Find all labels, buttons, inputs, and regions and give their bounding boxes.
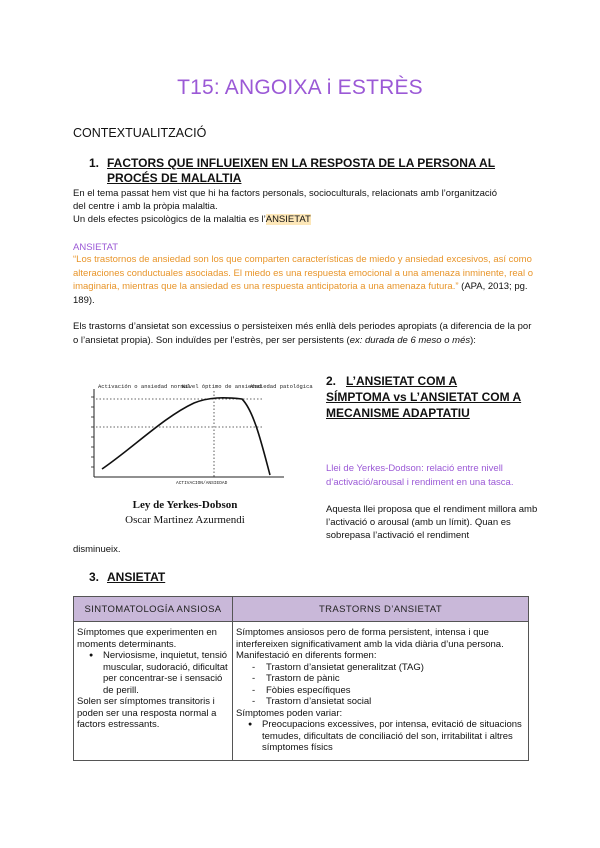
col2-header: TRASTORNS D’ANSIETAT — [233, 597, 529, 622]
col2-vary: Símptomes poden variar: — [236, 707, 343, 719]
figure-caption-author: Oscar Martinez Azurmendi — [125, 514, 245, 526]
section2-title-line1: L’ANSIETAT COM A — [346, 374, 458, 388]
label-mid: Nivel óptimo de ansiedad — [182, 383, 262, 390]
col1-intro: Símptomes que experimenten en moments determinants. — [77, 627, 217, 650]
page-title: T15: ANGOIXA i ESTRÈS — [177, 76, 423, 99]
yerkes-law-explanation: Aquesta llei proposa que el rendiment millora amb l’activació o arousal (amb un límit). Quan es sobrepasa l’activació el rendiment — [326, 504, 538, 541]
section2-number: 2. — [326, 374, 337, 388]
figure-caption-title: Ley de Yerkes-Dobson — [132, 499, 238, 511]
section1-line1: En el tema passat hem vist que hi ha factors personals, socioculturals, relacionats amb l’organització — [73, 188, 498, 199]
highlight-ansietat: ANSIETAT — [265, 214, 311, 225]
label-left: Activación o ansiedad normal — [98, 383, 191, 390]
col1-outro: Solen ser símptomes transitoris i poden ser una resposta normal a factors estressants. — [77, 696, 217, 730]
quote-text: “Los trastornos de ansiedad son los que comparten características de miedo y ansiedad excesivos, así como alteraciones conductuales asociadas. El miedo es una respuesta emocional a una amenaza inminente, real o imaginaria, mientras que la ansiedad es una respuesta anticipatoria a una amenaza futura.” — [73, 254, 533, 292]
section2-title-line2: SÍMPTOMA vs L’ANSIETAT COM A — [326, 390, 522, 404]
performance-curve — [102, 398, 270, 475]
quote-citation: (APA, 2013; pg. 189). — [73, 281, 528, 306]
section1-line3 — [73, 213, 311, 226]
section3-number: 3. — [89, 570, 100, 584]
col2-intro: Símptomes ansiosos pero de forma persistent, intensa i que interfereixen significativament amb la vida diària d’una persona. — [236, 627, 504, 650]
yerkes-law-continuation: disminueix. — [73, 544, 121, 555]
list-item: - Fòbies específiques — [266, 685, 525, 697]
para-end: ): — [470, 334, 476, 346]
section2-title-line3: MECANISME ADAPTATIU — [326, 406, 470, 420]
section1-title-line2: PROCÉS DE MALALTIA — [107, 171, 242, 185]
apa-quote — [73, 253, 533, 307]
section1-heading — [89, 156, 495, 186]
anxiety-table — [73, 596, 529, 761]
section2-heading — [326, 373, 536, 421]
section1-title-line1: FACTORS QUE INFLUEIXEN EN LA RESPOSTA DE LA PERSONA AL — [107, 156, 496, 170]
ansietat-label: ANSIETAT — [73, 242, 119, 253]
col2-bullet: ● Preocupacions excessives, por intensa, evitació de situacions temudes, dificultats de conciliació del son, irritabilitat i altres símptomes físics — [262, 719, 525, 754]
label-right: Ansiedad patológica — [250, 383, 313, 390]
col2-manifest: Manifestació en diferents formen: — [236, 650, 377, 661]
yerkes-law-definition: Llei de Yerkes-Dodson: relació entre nivell d’activació/arousal i rendiment en una tasca. — [326, 463, 514, 488]
list-item: - Trastorn d’ansietat social — [266, 696, 525, 708]
list-item: - Trastorn d’ansietat generalitzat (TAG) — [266, 662, 525, 674]
section3-heading — [89, 570, 165, 584]
x-axis-label: ACTIVACION/ANSIEDAD — [176, 481, 228, 486]
section3-title: ANSIETAT — [107, 570, 166, 584]
section1-number: 1. — [89, 156, 100, 170]
para-main: Els trastorns d’ansietat son excessius o persisteixen més enllà dels periodes apropiats (a diferencia de la por o l’ansietat propia). Son induïdes per l’estrès, per ser persistents ( — [73, 321, 532, 346]
para-italic: ex: durada de 6 meso o més — [349, 334, 471, 346]
col1-header: SINTOMATOLOGÍA ANSIOSA — [74, 597, 233, 622]
list-item: - Trastorn de pànic — [266, 673, 525, 685]
col1-bullet: ● Nerviosisme, inquietut, tensió muscular, sudoració, dificultat per concentrar-se i sensació de perill. — [103, 650, 229, 696]
section1-line2: del centre i amb la pròpia malaltia. — [73, 201, 218, 212]
col2-cell — [233, 622, 529, 761]
persistence-paragraph — [73, 320, 533, 347]
col1-cell — [74, 622, 233, 761]
line3-prefix: Un dels efectes psicològics de la malaltia es l’ — [73, 214, 266, 225]
context-heading: CONTEXTUALITZACIÓ — [73, 126, 207, 140]
